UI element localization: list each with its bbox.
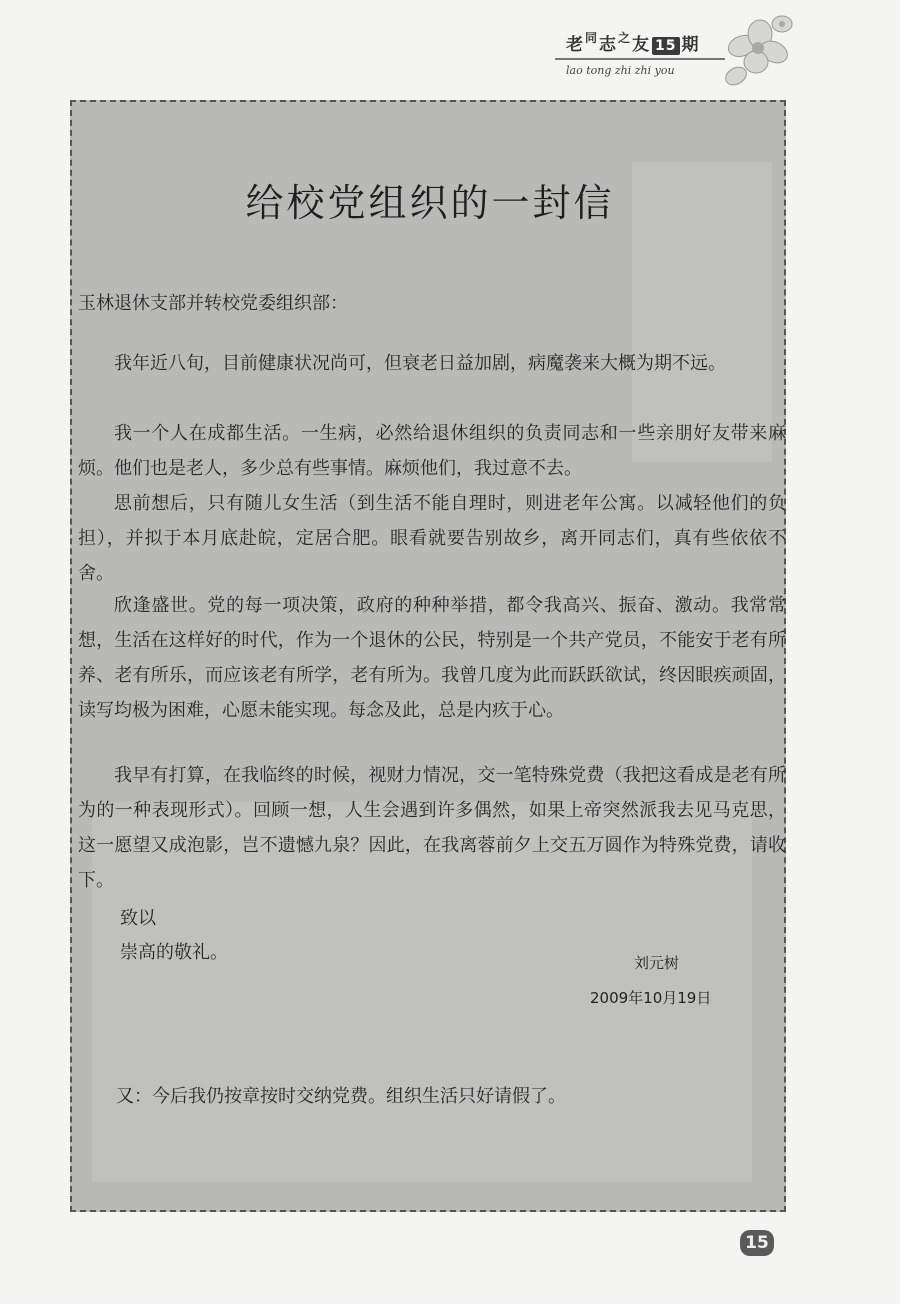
magazine-char: 老 <box>566 35 584 55</box>
closing-greeting: 致以 <box>120 908 156 929</box>
letter-panel <box>70 100 786 1212</box>
letter-paragraph: 我年近八旬，目前健康状况尚可，但衰老日益加剧，病魔袭来大概为期不远。 <box>114 353 726 374</box>
magazine-char: 志 <box>599 35 618 55</box>
header-rule <box>555 58 725 60</box>
letter-date: 2009年10月19日 <box>590 989 712 1007</box>
flower-decoration-icon <box>712 4 802 100</box>
magazine-char: 同 <box>585 31 599 45</box>
letter-postscript: 又：今后我仍按章按时交纳党费。组织生活只好请假了。 <box>116 1086 566 1107</box>
magazine-pinyin: lao tong zhi zhi you <box>566 64 675 77</box>
letter-paragraph: 欣逢盛世。党的每一项决策，政府的种种举措，都令我高兴、振奋、激动。我常常想，生活在这样好的时代，作为一个退休的公民，特别是一个共产党员，不能安于老有所养、老有所乐，而应该老有所学，老有所为。我曾几度为此而跃跃欲试，终因眼疾顽固，读写均极为困难，心愿未能实现。每念及此，总是内疚于心。 <box>78 595 786 721</box>
letter-paragraph: 我一个人在成都生活。一生病，必然给退休组织的负责同志和一些亲朋好友带来麻烦。他们也是老人，多少总有些事情。麻烦他们，我过意不去。 <box>78 423 786 479</box>
letter-salutation: 玉林退休支部并转校党委组织部： <box>78 293 348 314</box>
issue-suffix: 期 <box>681 35 700 55</box>
letter-paragraph: 思前想后，只有随儿女生活（到生活不能自理时，则进老年公寓。以减轻他们的负担），并拟于本月底赴皖，定居合肥。眼看就要告别故乡，离开同志们，真有些依依不舍。 <box>78 493 786 584</box>
issue-number-badge: 15 <box>652 37 679 55</box>
magazine-char: 之 <box>618 31 632 45</box>
page-header <box>0 0 900 100</box>
letter-signature: 刘元树 <box>634 954 680 972</box>
page-number: 15 <box>740 1230 774 1256</box>
letter-title: 给校党组织的一封信 <box>245 181 615 225</box>
letter-paragraph: 我早有打算，在我临终的时候，视财力情况，交一笔特殊党费（我把这看成是老有所为的一种表现形式）。回顾一想，人生会遇到许多偶然，如果上帝突然派我去见马克思，这一愿望又成泡影，岂不遗憾九泉？因此，在我离蓉前夕上交五万圆作为特殊党费，请收下。 <box>78 765 786 891</box>
magazine-char: 友 <box>632 35 651 55</box>
magazine-title <box>566 30 700 55</box>
closing-salute: 崇高的敬礼。 <box>120 942 228 963</box>
page-number-badge <box>734 1226 778 1262</box>
